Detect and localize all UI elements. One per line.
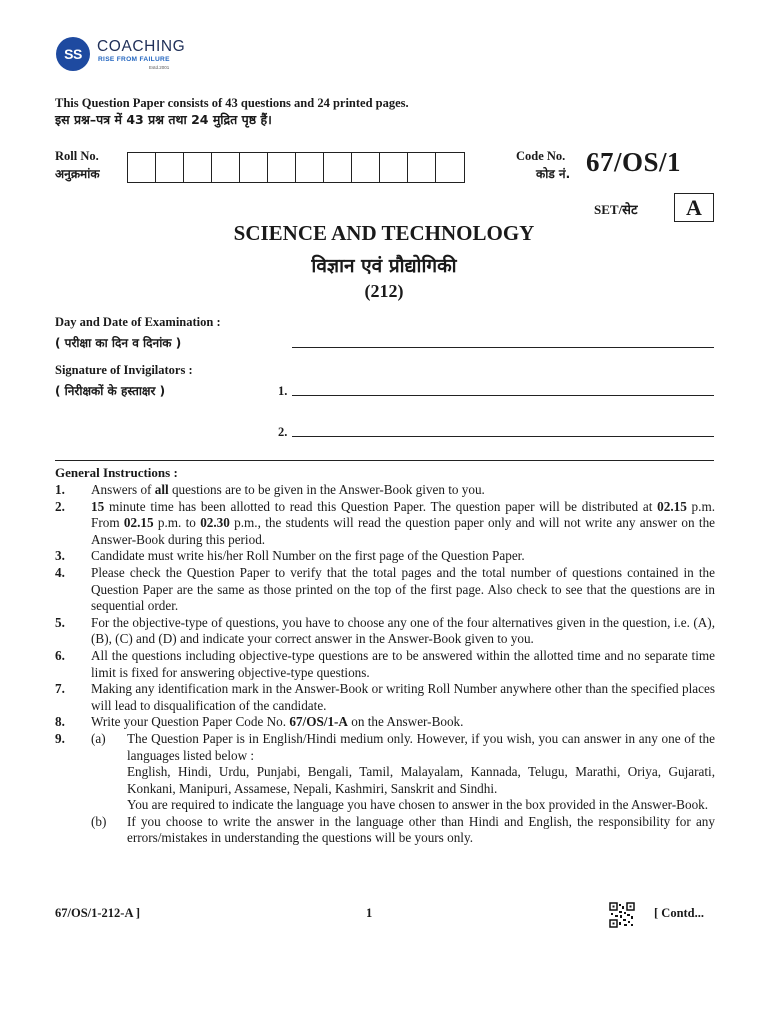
instruction-9a-note: You are required to indicate the language you have chosen to answer in the box provided in the Answer-Book.: [127, 797, 709, 813]
instruction-item-7: [55, 681, 715, 714]
instruction-item-5: [55, 615, 715, 648]
instruction-item-9: [55, 731, 715, 847]
instruction-text: [91, 482, 715, 499]
coaching-logo: [56, 37, 206, 73]
instruction-text: [91, 565, 715, 615]
paper-info-hi: इस प्रश्न–पत्र में 43 प्रश्न तथा 24 मुद्रित पृष्ठ हैं।: [55, 112, 272, 127]
instruction-number: 4.: [55, 564, 65, 580]
invigilator-2-number: 2.: [278, 425, 288, 439]
roll-digit-box[interactable]: [436, 153, 464, 182]
qr-code-icon: [609, 902, 635, 928]
instruction-item-2: [55, 499, 715, 549]
instruction-text-part: Answers of: [91, 482, 155, 497]
invigilator-1-number: 1.: [278, 384, 288, 398]
set-box: A: [674, 193, 714, 222]
instruction-number: 1.: [55, 482, 65, 497]
exam-date-label-hi: ( परीक्षा का दिन व दिनांक ): [55, 336, 182, 350]
instruction-item-1: [55, 482, 715, 499]
instruction-bold-text: 02.30: [200, 515, 230, 531]
exam-date-label: Day and Date of Examination :: [55, 315, 221, 329]
instruction-number: 3.: [55, 548, 65, 564]
logo-tagline: RISE FROM FAILURE: [98, 56, 170, 63]
roll-digit-box[interactable]: [128, 153, 156, 182]
language-list: English, Hindi, Urdu, Punjabi, Bengali, Tamil, Malayalam, Kannada, Telugu, Marathi, Oriya, Gujarati, Konkani, Manipuri, Assamese, Nepali, Kashmiri, Sanskrit and Sindhi.: [127, 764, 715, 796]
roll-digit-box[interactable]: [408, 153, 436, 182]
instruction-bold-text: 67/OS/1-A: [289, 714, 348, 730]
subject-code: (212): [364, 281, 404, 301]
instructions-list: [55, 482, 715, 847]
instruction-text-part: All the questions including objective-type questions are to be answered within the allotted time and no separate time limit is fixed for answering objective-type questions.: [91, 647, 715, 680]
code-label: Code No.: [516, 149, 566, 163]
set-label: SET/सेट: [594, 202, 638, 217]
roll-number-boxes[interactable]: [127, 152, 465, 183]
instruction-item-8: [55, 714, 715, 731]
instruction-text: [91, 714, 715, 731]
instruction-number: 7.: [55, 681, 65, 697]
exam-date-line[interactable]: [292, 347, 714, 348]
continued-label: [ Contd...: [654, 906, 705, 920]
instruction-text-part: For the objective-type of questions, you have to choose any one of the four alternatives given in the question, i.e. (A), (B), (C) and (D) and indicate your correct answer in the Answer-Book given to you.: [91, 614, 715, 647]
instruction-bold-text: 15: [91, 498, 105, 514]
invigilator-2-line[interactable]: [292, 436, 714, 437]
instruction-9b: [91, 814, 715, 847]
roll-label-hi: अनुक्रमांक: [55, 167, 100, 181]
instruction-item-6: [55, 648, 715, 681]
roll-digit-box[interactable]: [380, 153, 408, 182]
instruction-9a: [91, 731, 715, 814]
instruction-bold-text: 02.15: [657, 498, 687, 514]
instruction-text: [91, 615, 715, 648]
roll-digit-box[interactable]: [324, 153, 352, 182]
sub-label: (b): [91, 813, 107, 829]
instruction-text-part: Making any identification mark in the Answer-Book or writing Roll Number anywhere other than the specified places will lead to disqualification of the candidate.: [91, 681, 715, 713]
roll-digit-box[interactable]: [352, 153, 380, 182]
instruction-number: 8.: [55, 714, 65, 730]
section-divider: [55, 460, 714, 461]
roll-digit-box[interactable]: [156, 153, 184, 182]
instruction-text: [91, 648, 715, 681]
instruction-number: 2.: [55, 498, 65, 514]
instruction-text-part: p.m. to: [153, 515, 201, 531]
sub-label: (a): [91, 730, 106, 746]
instruction-item-3: [55, 548, 715, 565]
code-number: 67/OS/1: [586, 147, 682, 177]
roll-digit-box[interactable]: [268, 153, 296, 182]
code-label-hi: कोड नं.: [536, 167, 571, 181]
instruction-text: [91, 681, 715, 714]
instruction-item-4: [55, 565, 715, 615]
subject-title-hi: विज्ञान एवं प्रौद्योगिकी: [311, 255, 457, 277]
instruction-text-part: p.m., the students will read the question paper only and will not write any answer on the Answer-Book during this period.: [91, 515, 716, 547]
instruction-bold-text: all: [154, 482, 169, 497]
instruction-number: 6.: [55, 647, 65, 663]
roll-digit-box[interactable]: [184, 153, 212, 182]
footer-paper-code: 67/OS/1-212-A ]: [55, 906, 141, 920]
instruction-9a-text: The Question Paper is in English/Hindi medium only. However, if you wish, you can answer in any one of the languages listed below :: [127, 730, 715, 763]
instruction-text: [91, 548, 715, 565]
instruction-text-part: minute time has been allotted to read this Question Paper. The question paper will be distributed at: [104, 498, 658, 514]
roll-digit-box[interactable]: [212, 153, 240, 182]
roll-digit-box[interactable]: [240, 153, 268, 182]
instruction-text-part: Candidate must write his/her Roll Number on the first page of the Question Paper.: [91, 548, 525, 564]
invigilators-label: Signature of Invigilators :: [55, 363, 193, 377]
page-number: 1: [366, 906, 373, 920]
instruction-text-part: Write your Question Paper Code No.: [91, 714, 290, 730]
logo-initials: SS: [64, 46, 82, 62]
roll-label: Roll No.: [55, 149, 99, 163]
instruction-text-part: p.m. From: [91, 498, 715, 531]
instruction-number: 9.: [55, 730, 65, 746]
invigilator-1-line[interactable]: [292, 395, 714, 396]
invigilators-label-hi: ( निरीक्षकों के हस्ताक्षर ): [55, 384, 166, 398]
roll-digit-box[interactable]: [296, 153, 324, 182]
instruction-text-part: questions are to be given in the Answer-Book given to you.: [168, 482, 485, 497]
instruction-number: 5.: [55, 614, 65, 630]
instruction-text: [91, 499, 715, 549]
logo-name: COACHING: [97, 38, 186, 55]
paper-info-en: This Question Paper consists of 43 questions and 24 printed pages.: [55, 96, 409, 110]
instruction-text-part: Please check the Question Paper to verify that the total pages and the total number of questions contained in the Question Paper are the same as those printed on the top of the first page. Also check to see that the questions are in sequential order.: [91, 564, 715, 614]
instruction-bold-text: 02.15: [123, 515, 154, 531]
instruction-text-part: on the Answer-Book.: [347, 714, 464, 730]
instruction-9b-text: If you choose to write the answer in the language other than Hindi and English, the responsibility for any errors/mistakes in understanding the questions will be yours only.: [127, 813, 715, 846]
subject-title-en: SCIENCE AND TECHNOLOGY: [233, 221, 535, 245]
logo-established: Estd.2001: [149, 65, 170, 70]
general-instructions-title: General Instructions :: [55, 465, 178, 480]
